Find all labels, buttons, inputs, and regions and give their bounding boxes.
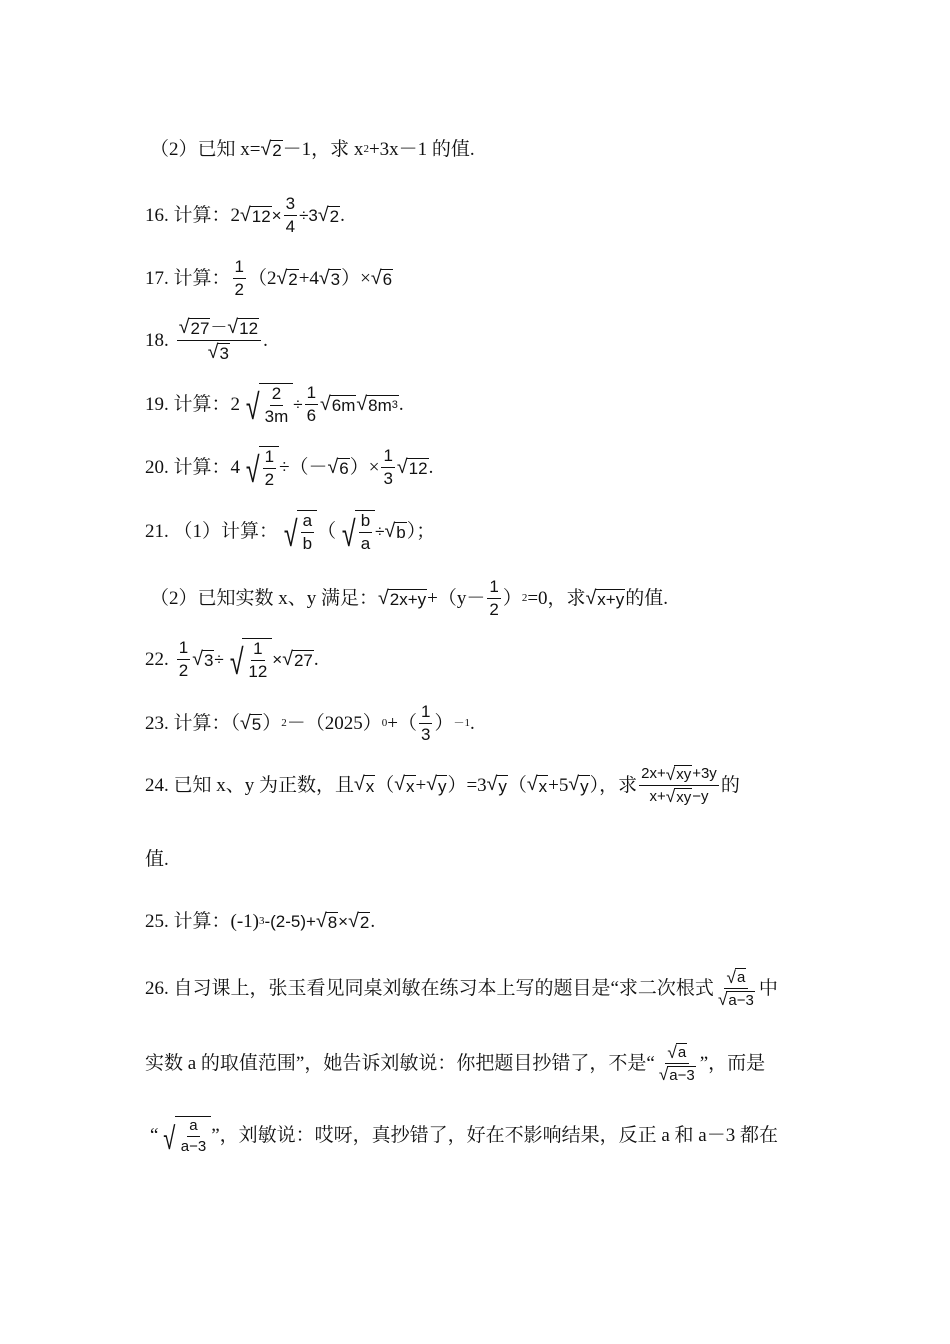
operator: × — [271, 205, 282, 225]
text: -(2-5)+ — [264, 912, 316, 932]
operator: × — [338, 912, 349, 932]
fraction — [301, 512, 314, 553]
text: 23. 计算：（ — [145, 712, 241, 734]
denominator: 2 — [178, 660, 189, 680]
radicand: xy — [676, 766, 692, 783]
numerator: a — [187, 1118, 199, 1137]
radicand: y — [498, 776, 507, 796]
sqrt: √ a — [726, 966, 746, 987]
radicand: 2 — [329, 206, 340, 226]
problem-20 — [145, 446, 433, 489]
exponent: 2 — [281, 716, 287, 729]
radicand: b — [396, 522, 406, 542]
denominator: 2 — [489, 599, 499, 619]
radicand: x — [538, 776, 548, 796]
numerator: 1 — [419, 703, 432, 724]
operator: － — [210, 318, 228, 337]
radicand — [355, 510, 375, 553]
numerator — [639, 765, 719, 786]
radicand: x+y — [597, 589, 625, 609]
radicand — [259, 446, 279, 489]
radicand: 3 — [203, 650, 214, 670]
text: 26. 自习课上，张玉看见同桌刘敏在练习本上写的题目是“求二次根式 — [145, 977, 714, 999]
sqrt: √ 6 — [327, 455, 349, 478]
text: ÷3 — [299, 205, 318, 225]
text: （ — [507, 774, 527, 796]
radicand: xy — [676, 788, 692, 806]
radicand: 5 — [251, 714, 262, 734]
radicand: 6 — [382, 269, 393, 289]
denominator — [206, 341, 232, 363]
numerator: 1 — [305, 384, 318, 405]
text: . — [313, 648, 319, 670]
text: . — [263, 329, 268, 351]
numerator — [724, 968, 748, 989]
fraction — [487, 578, 500, 619]
text: （2）已知实数 x、y 满足： — [150, 587, 379, 609]
operator: ÷ — [293, 394, 303, 414]
numerator: 2 — [270, 385, 283, 406]
sqrt: √ 3 — [192, 647, 214, 670]
radicand: 2x+y — [389, 589, 427, 609]
text: 的 — [720, 774, 740, 796]
text: + — [415, 774, 427, 796]
denominator: b — [302, 533, 313, 553]
radicand: x — [406, 776, 415, 796]
denominator: 3m — [264, 406, 289, 426]
sqrt: √ xy — [665, 763, 692, 784]
radicand: 2 — [359, 913, 370, 933]
radicand: 2 — [272, 141, 282, 161]
text: 25. 计算：(-1) — [145, 911, 259, 933]
radicand: y — [437, 776, 447, 796]
text: 2x+ — [641, 765, 666, 782]
sqrt: √ 6m — [320, 392, 356, 415]
fraction — [246, 640, 269, 681]
text: ）× — [341, 267, 371, 289]
text: 20. 计算：4 — [145, 456, 241, 478]
problem-26 — [145, 968, 778, 1009]
problem-26-cont2 — [150, 1116, 778, 1155]
problem-23 — [145, 703, 475, 744]
sqrt: √ y — [426, 773, 447, 796]
sqrt: √ 8 — [315, 910, 338, 933]
sqrt: √ 2 — [276, 266, 298, 289]
sqrt: √ 12 — [396, 455, 428, 478]
text: 21. （1）计算： — [145, 520, 279, 542]
numerator: 1 — [381, 447, 394, 468]
text: 中 — [758, 977, 778, 999]
radicand — [259, 383, 294, 426]
sqrt: √ 2 — [260, 138, 282, 161]
numerator: 3 — [284, 195, 297, 216]
text: ） — [502, 587, 522, 609]
problem-24 — [145, 765, 740, 806]
exponent: 3 — [258, 915, 265, 928]
fraction — [263, 385, 291, 426]
sqrt: √ 2 — [348, 910, 370, 933]
sqrt: √ $\frac{a}{a-3}$ — [158, 1116, 211, 1155]
radicand: a — [677, 1044, 687, 1061]
sqrt: √ $\frac{a}{b}$ — [278, 510, 317, 553]
problem-24-cont — [145, 850, 169, 869]
problem-17 — [145, 258, 393, 299]
text: 8m — [368, 395, 392, 415]
sqrt: √ $\frac{1}{12}$ — [224, 638, 273, 681]
text: ） — [434, 712, 454, 734]
sqrt: √ 6 — [370, 266, 393, 289]
fraction — [639, 765, 719, 806]
text: （ — [317, 520, 337, 542]
radicand: 27 — [190, 319, 210, 338]
sqrt: √ 5 — [240, 711, 262, 734]
exponent: 0 — [381, 716, 388, 729]
text: 19. 计算：2 — [145, 393, 241, 415]
text: 16. 计算：2 — [145, 204, 241, 226]
sqrt: √ y — [568, 773, 589, 796]
operator: ÷ — [214, 649, 224, 669]
text: 24. 已知 x、y 为正数，且 — [145, 774, 355, 796]
text: ），求 — [589, 774, 638, 796]
sqrt: √ 2x+y — [378, 586, 427, 609]
numerator: 1 — [177, 639, 190, 660]
fraction — [359, 512, 372, 553]
text: －1，求 x — [282, 139, 364, 161]
text: ）； — [406, 520, 436, 542]
text: ）=3 — [447, 774, 487, 796]
sqrt: √ x+y — [585, 586, 625, 609]
fraction — [381, 447, 394, 488]
text: +（y－ — [427, 587, 486, 609]
denominator — [716, 989, 757, 1009]
sqrt: √ x — [394, 773, 415, 796]
denominator: 2 — [234, 279, 244, 299]
radicand: 6m — [331, 395, 356, 415]
fraction — [177, 639, 190, 680]
numerator: 1 — [233, 258, 246, 279]
radicand: 12 — [239, 319, 259, 338]
text: 17. 计算： — [145, 267, 231, 289]
radicand: a−3 — [669, 1066, 695, 1084]
radicand: a−3 — [728, 991, 754, 1009]
text: ） — [262, 712, 282, 734]
problem-19 — [145, 383, 404, 426]
problem-26-cont1 — [145, 1043, 765, 1084]
problem-16 — [145, 195, 345, 236]
sqrt: √ a — [667, 1041, 687, 1062]
radicand: 12 — [408, 458, 428, 478]
denominator: a — [360, 533, 371, 553]
numerator: 1 — [263, 448, 276, 469]
sqrt: √ x — [354, 773, 375, 796]
text: =0，求 — [527, 587, 586, 609]
radicand: y — [580, 776, 589, 796]
radicand: x — [365, 776, 375, 796]
sqrt: √ x — [526, 773, 548, 796]
exponent: 2 — [521, 591, 528, 604]
numerator: a — [301, 512, 314, 533]
text: ）× — [349, 456, 380, 478]
text: ”，而是 — [699, 1052, 766, 1074]
fraction — [657, 1043, 698, 1084]
problem-18 — [145, 318, 268, 363]
sqrt: √ y — [486, 773, 507, 796]
fraction — [179, 1118, 208, 1155]
sqrt: √ 8m 3 — [356, 392, 398, 415]
fraction — [263, 448, 276, 489]
text: 的值. — [625, 587, 668, 609]
sqrt: √ $\frac{b}{a}$ — [336, 510, 375, 553]
text: ”，刘敏说：哎呀，真抄错了，好在不影响结果，反正 a 和 a－3 都在 — [211, 1124, 778, 1146]
fraction — [233, 258, 246, 299]
fraction — [305, 384, 318, 425]
text: 18. — [145, 329, 169, 351]
radicand — [366, 395, 399, 415]
radicand: 3 — [219, 343, 229, 363]
denominator — [657, 1064, 698, 1084]
problem-21-part1 — [145, 510, 435, 553]
sqrt: √ xy — [665, 786, 692, 807]
text: （ — [375, 774, 395, 796]
fraction — [284, 195, 297, 236]
problem-25 — [145, 912, 375, 932]
text: 值. — [145, 849, 169, 870]
numerator: b — [359, 512, 372, 533]
fraction — [716, 968, 757, 1009]
radicand: 12 — [251, 206, 271, 226]
sqrt: √ 3 — [207, 341, 229, 364]
text: . — [370, 911, 376, 933]
denominator: a−3 — [180, 1137, 207, 1155]
sqrt: √ a−3 — [658, 1064, 695, 1085]
text: 22. — [145, 648, 169, 670]
radicand — [175, 1116, 211, 1155]
sqrt: √ 27 — [178, 316, 210, 339]
text: “ — [150, 1124, 159, 1146]
denominator: 12 — [248, 661, 268, 681]
text: . — [398, 393, 404, 415]
text: +5 — [548, 774, 569, 796]
text: +4 — [298, 267, 319, 289]
numerator: 1 — [487, 578, 500, 599]
operator: ÷ — [375, 521, 385, 541]
radicand: a — [736, 969, 746, 986]
exponent: 3 — [391, 398, 398, 411]
denominator: 3 — [420, 724, 431, 744]
exponent: －1 — [453, 716, 470, 729]
problem-22 — [145, 638, 319, 681]
denominator: 4 — [285, 216, 296, 236]
text: +（ — [387, 712, 417, 734]
text: －（2025） — [286, 712, 382, 734]
denominator — [647, 786, 710, 806]
operator: × — [272, 649, 283, 669]
radicand — [242, 638, 272, 681]
sqrt: √ 12 — [227, 316, 259, 339]
denominator: 2 — [264, 469, 275, 489]
radicand: 8 — [327, 913, 338, 933]
text: . — [340, 204, 345, 226]
numerator — [665, 1043, 689, 1064]
sqrt: √ 27 — [282, 647, 313, 670]
problem-15-part2 — [150, 140, 475, 160]
fraction — [177, 318, 261, 363]
sqrt: √ 3 — [318, 266, 341, 289]
radicand — [297, 510, 317, 553]
radicand: 2 — [288, 269, 298, 289]
sqrt: √ 12 — [240, 203, 271, 226]
text: ÷（－ — [279, 456, 328, 478]
numerator: 1 — [251, 640, 264, 661]
text: x+ — [649, 787, 666, 805]
radicand: 3 — [330, 269, 341, 289]
text: （2）已知 x= — [150, 139, 261, 161]
text: . — [428, 456, 434, 478]
sqrt: √ b — [384, 519, 406, 542]
text: . — [469, 712, 475, 734]
fraction — [419, 703, 432, 744]
text: −y — [692, 787, 709, 805]
sqrt: √ a−3 — [717, 989, 754, 1010]
text: 实数 a 的取值范围”，她告诉刘敏说：你把题目抄错了，不是“ — [145, 1052, 655, 1074]
denominator: 3 — [383, 468, 393, 488]
text: +3y — [692, 765, 717, 782]
radicand: 6 — [339, 458, 349, 478]
sqrt: √ $\frac{2}{3m}$ — [240, 383, 293, 426]
text: +3x－1 的值. — [368, 139, 475, 161]
radicand: 27 — [293, 650, 313, 670]
text: （2 — [247, 267, 277, 289]
problem-21-part2 — [150, 578, 668, 619]
sqrt: √ 2 — [317, 203, 340, 226]
sqrt: √ $\frac{1}{2}$ — [240, 446, 279, 489]
numerator — [177, 318, 261, 341]
exponent: 2 — [363, 143, 369, 156]
denominator: 6 — [306, 405, 317, 425]
